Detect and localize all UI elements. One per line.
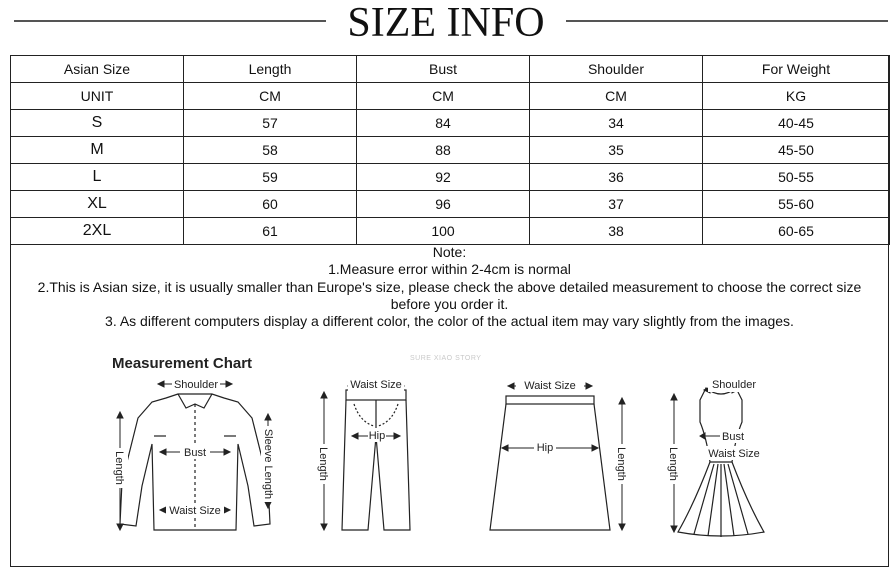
- length-cell: 59: [184, 164, 357, 191]
- watermark-text: SURE XIAO STORY: [410, 355, 482, 362]
- length-cell: 60: [184, 191, 357, 218]
- shoulder-cell: 34: [530, 110, 703, 137]
- header-cell: Bust: [357, 56, 530, 83]
- title-divider-left: [14, 20, 326, 22]
- table-unit-row: [11, 83, 890, 110]
- table-row: [11, 218, 890, 245]
- skirt-diagram: [486, 374, 631, 540]
- size-cell: M: [11, 137, 184, 164]
- dress-waist-label: Waist Size: [708, 448, 760, 460]
- note-line-2: 2.This is Asian size, it is usually smaller than Europe's size, please check the above detailed measurement to choose the correct size: [37, 278, 862, 295]
- shirt-diagram: [108, 374, 280, 540]
- table-row: [11, 137, 890, 164]
- shoulder-cell: 38: [530, 218, 703, 245]
- shirt-length-label: Length: [113, 451, 125, 485]
- bust-cell: 88: [357, 137, 530, 164]
- size-table: [10, 55, 890, 245]
- title-row: [0, 0, 895, 50]
- skirt-length-label: Length: [615, 447, 627, 481]
- pants-length-label: Length: [317, 447, 329, 481]
- shirt-bust-label: Bust: [183, 447, 207, 459]
- pants-diagram: [314, 374, 424, 540]
- table-row: [11, 191, 890, 218]
- title-divider-right: [566, 20, 888, 22]
- unit-cell: UNIT: [11, 83, 184, 110]
- dress-length-label: Length: [667, 447, 679, 481]
- bust-cell: 96: [357, 191, 530, 218]
- notes-heading: Note:: [432, 244, 467, 260]
- size-cell: S: [11, 110, 184, 137]
- dress-diagram: [664, 374, 774, 540]
- header-cell: Shoulder: [530, 56, 703, 83]
- size-cell: 2XL: [11, 218, 184, 245]
- dress-bust-label: Bust: [721, 431, 745, 443]
- size-cell: XL: [11, 191, 184, 218]
- bust-cell: 92: [357, 164, 530, 191]
- length-cell: 57: [184, 110, 357, 137]
- note-line-2-continued: before you order it.: [390, 295, 509, 312]
- weight-cell: 40-45: [703, 110, 890, 137]
- bust-cell: 84: [357, 110, 530, 137]
- table-header-row: [11, 56, 890, 83]
- note-line-1: 1.Measure error within 2-4cm is normal: [328, 261, 571, 278]
- skirt-hip-label: Hip: [536, 442, 554, 454]
- skirt-waist-label: Waist Size: [524, 380, 576, 392]
- measurement-chart-title: Measurement Chart: [112, 355, 253, 372]
- shirt-sleeve-label: Sleeve Length: [262, 428, 274, 500]
- shirt-shoulder-label: Shoulder: [173, 379, 219, 391]
- shoulder-cell: 35: [530, 137, 703, 164]
- unit-cell: KG: [703, 83, 890, 110]
- header-cell: For Weight: [703, 56, 890, 83]
- unit-cell: CM: [184, 83, 357, 110]
- dress-shoulder-label: Shoulder: [711, 379, 757, 391]
- weight-cell: 55-60: [703, 191, 890, 218]
- shoulder-cell: 37: [530, 191, 703, 218]
- bust-cell: 100: [357, 218, 530, 245]
- length-cell: 61: [184, 218, 357, 245]
- header-cell: Length: [184, 56, 357, 83]
- length-cell: 58: [184, 137, 357, 164]
- header-cell: Asian Size: [11, 56, 184, 83]
- weight-cell: 60-65: [703, 218, 890, 245]
- pants-waist-label: Waist Size: [350, 379, 402, 391]
- shirt-waist-label: Waist Size: [169, 505, 221, 517]
- notes-section: [10, 244, 889, 330]
- unit-cell: CM: [357, 83, 530, 110]
- table-row: [11, 164, 890, 191]
- weight-cell: 50-55: [703, 164, 890, 191]
- weight-cell: 45-50: [703, 137, 890, 164]
- page-title: SIZE INFO: [347, 0, 545, 46]
- pants-hip-label: Hip: [368, 430, 386, 442]
- size-cell: L: [11, 164, 184, 191]
- note-line-3: 3. As different computers display a different color, the color of the actual item may vary slightly from the images.: [105, 313, 794, 330]
- table-row: [11, 110, 890, 137]
- shoulder-cell: 36: [530, 164, 703, 191]
- unit-cell: CM: [530, 83, 703, 110]
